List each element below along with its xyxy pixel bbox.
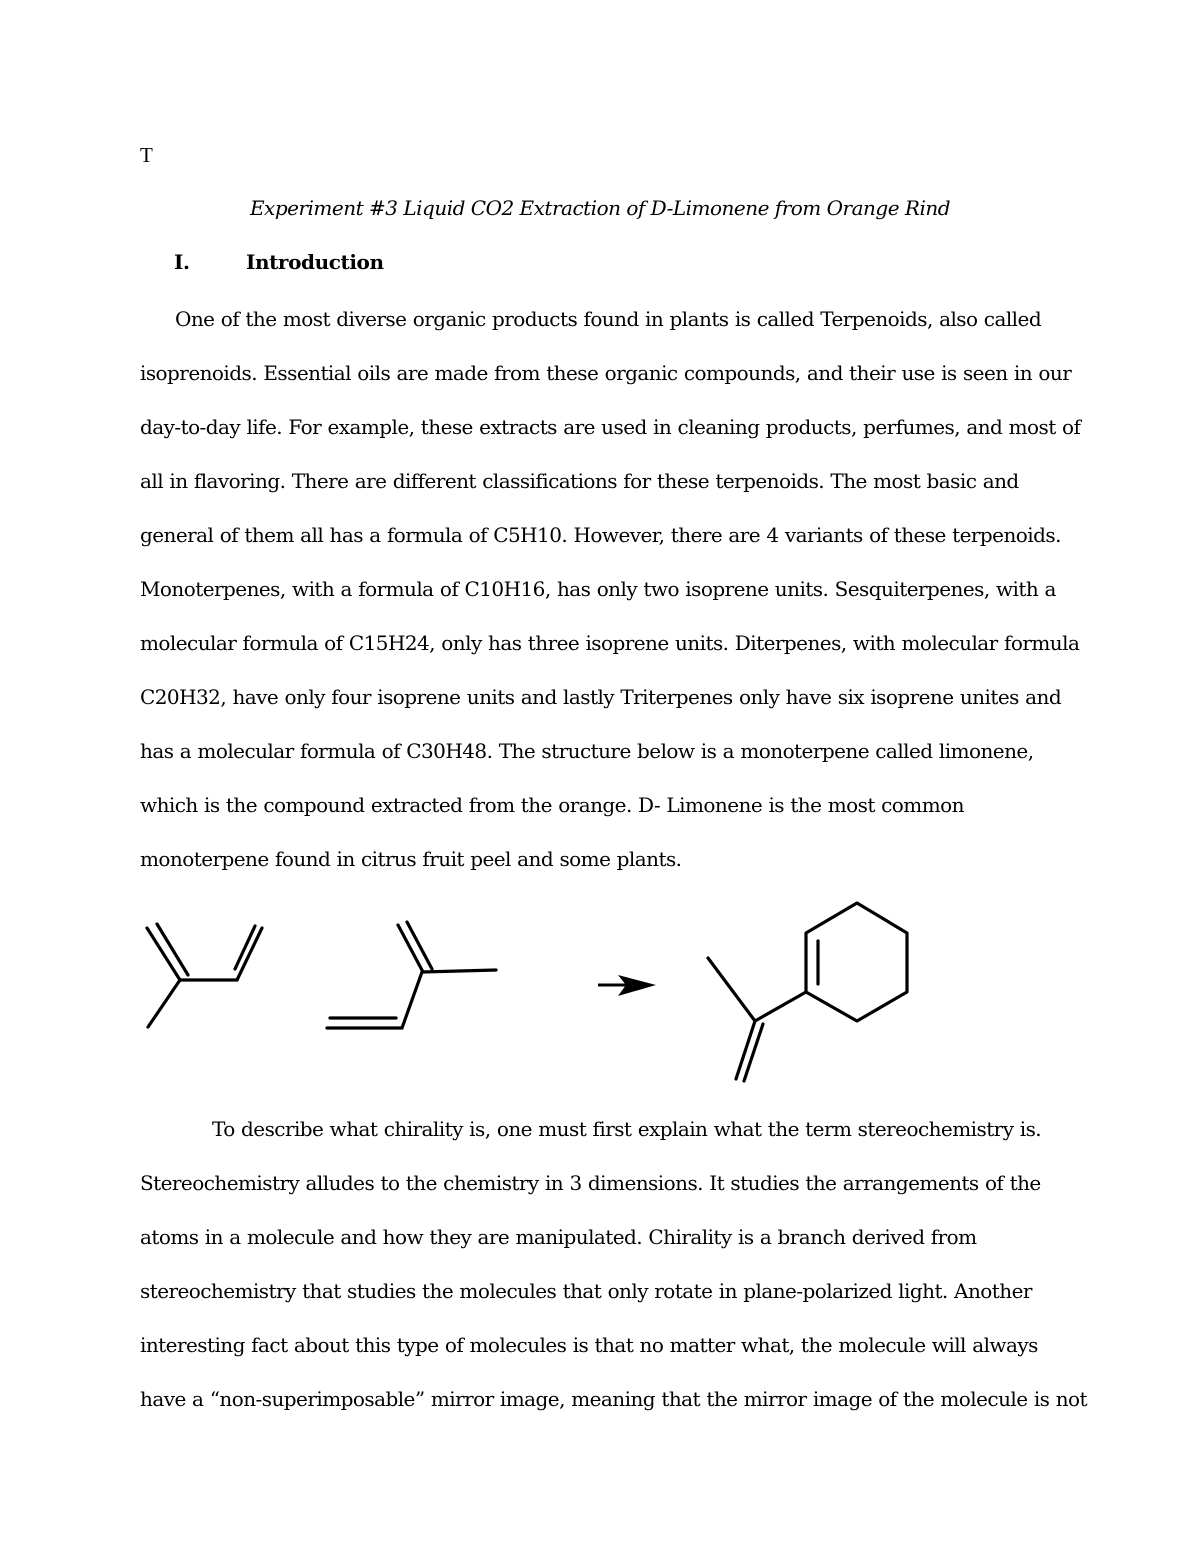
paragraph-line: day-to-day life. For example, these extracts are used in cleaning products, perfumes, and most of bbox=[140, 415, 1081, 439]
limonene-structure-figure bbox=[130, 900, 930, 1090]
paragraph-line: have a “non-superimposable” mirror image, meaning that the mirror image of the molecule is not bbox=[140, 1387, 1088, 1411]
section-number: I. bbox=[174, 250, 190, 274]
paragraph-line: general of them all has a formula of C5H10. However, there are 4 variants of these terpenoids. bbox=[140, 523, 1061, 547]
section-heading bbox=[174, 250, 384, 274]
paragraph-line: has a molecular formula of C30H48. The structure below is a monoterpene called limonene, bbox=[140, 739, 1034, 763]
paragraph-line: C20H32, have only four isoprene units and lastly Triterpenes only have six isoprene unites and bbox=[140, 685, 1062, 709]
paragraph-line: which is the compound extracted from the orange. D- Limonene is the most common bbox=[140, 793, 964, 817]
isoprene-unit-2 bbox=[327, 922, 496, 1028]
paragraph-line: monoterpene found in citrus fruit peel and some plants. bbox=[140, 847, 682, 871]
paragraph-line: To describe what chirality is, one must first explain what the term stereochemistry is. bbox=[212, 1117, 1042, 1141]
document-title: Experiment #3 Liquid CO2 Extraction of D-Limonene from Orange Rind bbox=[249, 196, 951, 220]
section-title: Introduction bbox=[246, 250, 384, 274]
header-mark: T bbox=[140, 143, 153, 167]
isoprene-unit-1 bbox=[147, 924, 262, 1027]
paragraph-line: Stereochemistry alludes to the chemistry in 3 dimensions. It studies the arrangements of the bbox=[140, 1171, 1041, 1195]
paragraph-line: stereochemistry that studies the molecules that only rotate in plane-polarized light. Another bbox=[140, 1279, 1032, 1303]
paragraph-line: molecular formula of C15H24, only has three isoprene units. Diterpenes, with molecular formula bbox=[140, 631, 1080, 655]
paragraph-line: isoprenoids. Essential oils are made from these organic compounds, and their use is seen in our bbox=[140, 361, 1072, 385]
limonene-molecule bbox=[708, 903, 907, 1081]
reaction-arrow-icon bbox=[598, 975, 656, 996]
paragraph-line: all in flavoring. There are different classifications for these terpenoids. The most basic and bbox=[140, 469, 1019, 493]
paragraph-line: atoms in a molecule and how they are manipulated. Chirality is a branch derived from bbox=[140, 1225, 977, 1249]
paragraph-line: Monoterpenes, with a formula of C10H16, has only two isoprene units. Sesquiterpenes, with a bbox=[140, 577, 1056, 601]
paragraph-line: One of the most diverse organic products found in plants is called Terpenoids, also called bbox=[175, 307, 1042, 331]
paragraph-line: interesting fact about this type of molecules is that no matter what, the molecule will always bbox=[140, 1333, 1038, 1357]
